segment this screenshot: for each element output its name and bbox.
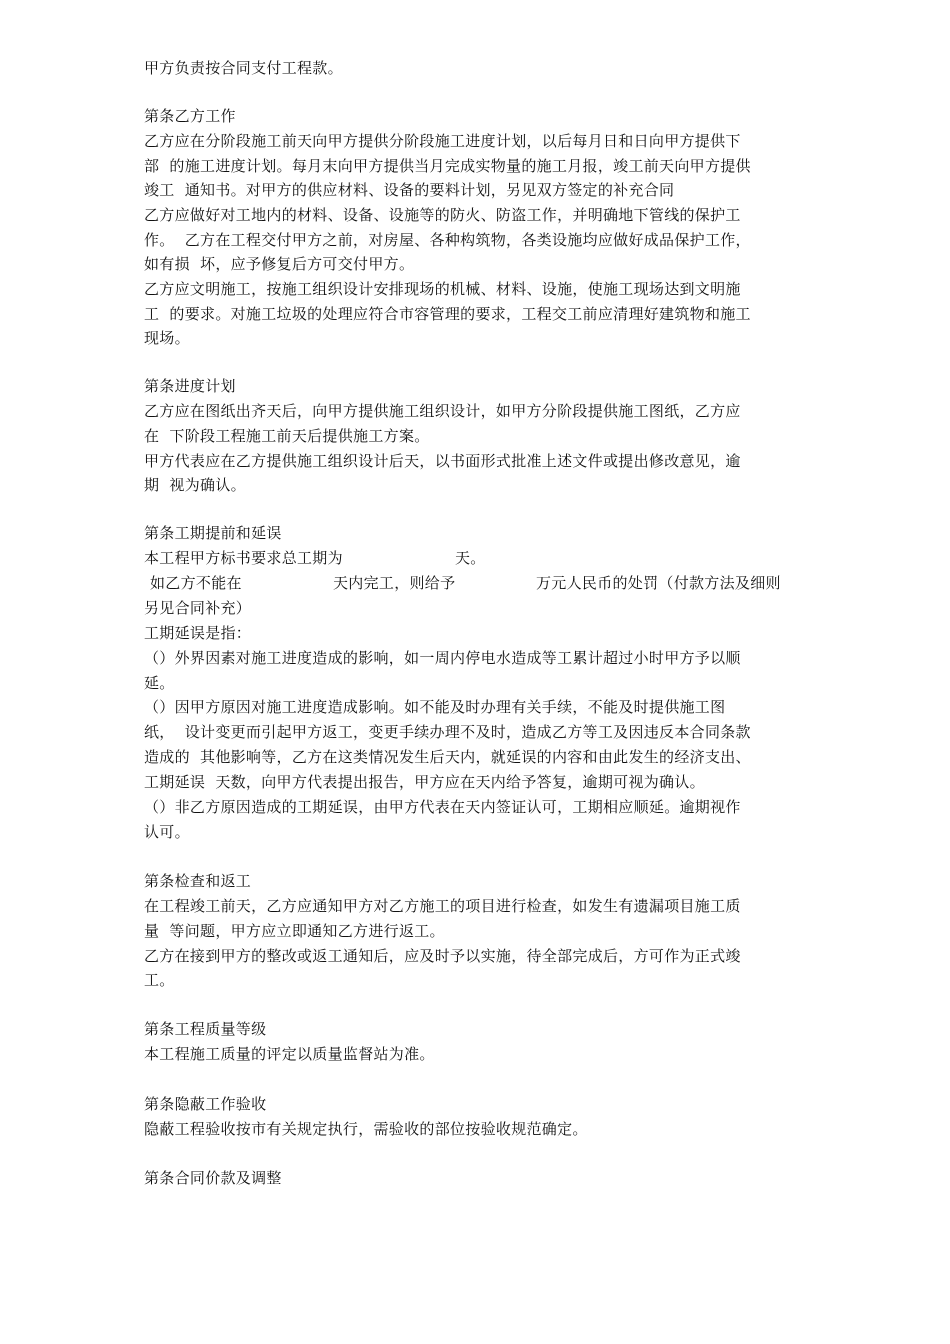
paragraph-fragment: 万元人民币的处罚（付款方法及细则 — [536, 574, 781, 592]
paragraph-line: 现场。 — [144, 329, 190, 347]
paragraph-fragment: 天内完工，则给予 — [333, 574, 456, 592]
paragraph-line: （）因甲方原因对施工进度造成影响。如不能及时办理有关手续，不能及时提供施工图 — [144, 698, 726, 716]
paragraph-line: 在工程竣工前天，乙方应通知甲方对乙方施工的项目进行检查，如发生有遗漏项目施工质 — [144, 897, 741, 915]
paragraph-line: 本工程施工质量的评定以质量监督站为准。 — [144, 1045, 435, 1063]
paragraph-line: 工。 — [144, 971, 175, 989]
paragraph-line: 在 下阶段工程施工前天后提供施工方案。 — [144, 427, 430, 445]
section-heading: 第条合同价款及调整 — [144, 1169, 282, 1187]
paragraph-line: 本工程甲方标书要求总工期为 — [144, 549, 343, 567]
paragraph-line: 作。 乙方在工程交付甲方之前，对房屋、各种构筑物，各类设施均应做好成品保护工作， — [144, 231, 751, 249]
paragraph-line: 工期延误 天数，向甲方代表提出报告，甲方应在天内给予答复，逾期可视为确认。 — [144, 773, 705, 791]
section-heading: 第条隐蔽工作验收 — [144, 1095, 267, 1113]
paragraph-line: 认可。 — [144, 823, 190, 841]
paragraph-line: 工期延误是指： — [144, 624, 252, 642]
paragraph-line: 如有损 坏，应予修复后方可交付甲方。 — [144, 255, 415, 273]
paragraph-fragment: 如乙方不能在 — [150, 574, 242, 592]
paragraph-line: 期 视为确认。 — [144, 476, 246, 494]
paragraph-fragment: 天。 — [455, 549, 486, 567]
paragraph-line: 隐蔽工程验收按市有关规定执行，需验收的部位按验收规范确定。 — [144, 1120, 588, 1138]
paragraph-line: 乙方应在图纸出齐天后，向甲方提供施工组织设计，如甲方分阶段提供施工图纸，乙方应 — [144, 402, 741, 420]
paragraph-line: 乙方应在分阶段施工前天向甲方提供分阶段施工进度计划，以后每月日和日向甲方提供下 — [144, 132, 741, 150]
paragraph-line: 甲方代表应在乙方提供施工组织设计后天，以书面形式批准上述文件或提出修改意见，逾 — [144, 452, 741, 470]
paragraph-line: 乙方应做好对工地内的材料、设备、设施等的防火、防盗工作，并明确地下管线的保护工 — [144, 206, 741, 224]
paragraph-line: 延。 — [144, 674, 175, 692]
paragraph-line: 另见合同补充） — [144, 599, 252, 617]
paragraph-line: 工 的要求。对施工垃圾的处理应符合市容管理的要求，工程交工前应清理好建筑物和施工 — [144, 305, 751, 323]
paragraph-line: 纸， 设计变更而引起甲方返工，变更手续办理不及时，造成乙方等工及因违反本合同条款 — [144, 723, 751, 741]
paragraph-line: 量 等问题，甲方应立即通知乙方进行返工。 — [144, 922, 445, 940]
paragraph-line: 竣工 通知书。对甲方的供应材料、设备的要料计划，另见双方签定的补充合同 — [144, 181, 675, 199]
section-heading: 第条检查和返工 — [144, 872, 252, 890]
paragraph-line: （）外界因素对施工进度造成的影响，如一周内停电水造成等工累计超过小时甲方予以顺 — [144, 649, 741, 667]
paragraph-line: 部 的施工进度计划。每月末向甲方提供当月完成实物量的施工月报，竣工前天向甲方提供 — [144, 157, 751, 175]
section-heading: 第条工程质量等级 — [144, 1020, 267, 1038]
section-heading: 第条乙方工作 — [144, 107, 236, 125]
paragraph-line: 甲方负责按合同支付工程款。 — [144, 59, 343, 77]
section-heading: 第条进度计划 — [144, 377, 236, 395]
section-heading: 第条工期提前和延误 — [144, 524, 282, 542]
paragraph-line: 乙方在接到甲方的整改或返工通知后，应及时予以实施，待全部完成后，方可作为正式竣 — [144, 947, 741, 965]
paragraph-line: 造成的 其他影响等，乙方在这类情况发生后天内，就延误的内容和由此发生的经济支出、 — [144, 748, 751, 766]
paragraph-line: 乙方应文明施工，按施工组织设计安排现场的机械、材料、设施，使施工现场达到文明施 — [144, 280, 741, 298]
paragraph-line: （）非乙方原因造成的工期延误，由甲方代表在天内签证认可，工期相应顺延。逾期视作 — [144, 798, 741, 816]
